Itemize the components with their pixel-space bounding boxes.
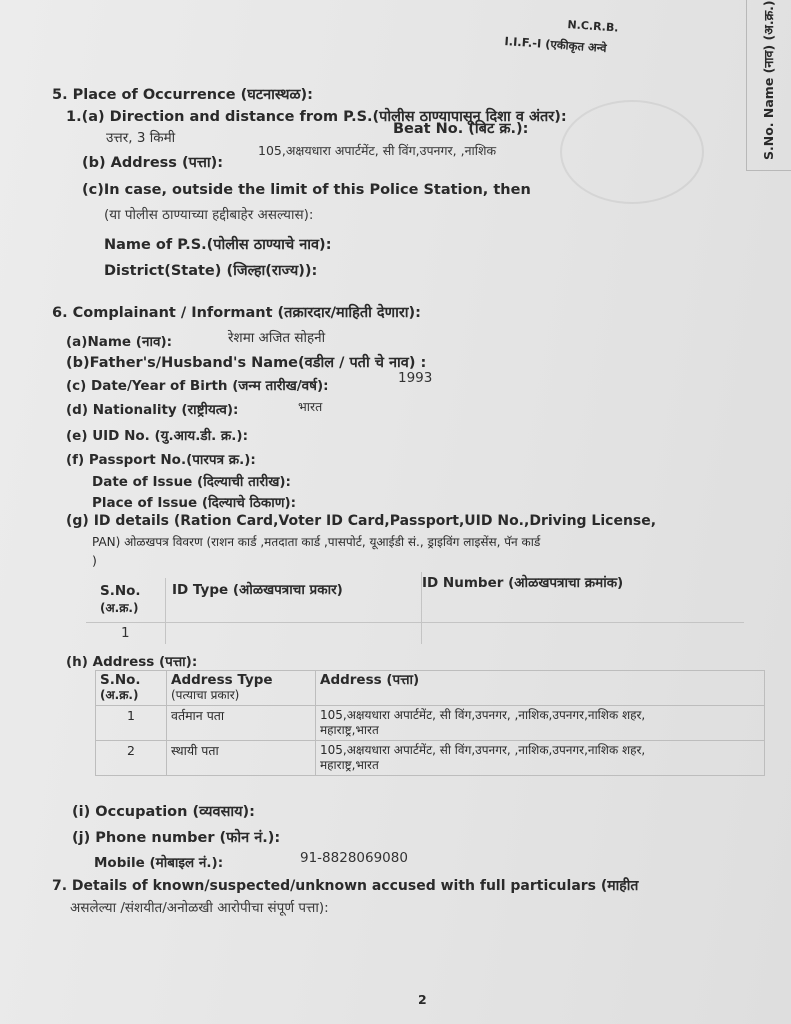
id-col-type: ID Type (ओळखपत्राचा प्रकार): [172, 582, 343, 598]
id-table-rule: [86, 622, 744, 623]
occupation-label: (i) Occupation (व्यवसाय):: [72, 804, 255, 820]
faded-stamp: [560, 100, 704, 204]
addr-row-sno: 1: [96, 706, 167, 741]
id-col-number: ID Number (ओळखपत्राचा क्रमांक): [422, 575, 624, 591]
dob-value: 1993: [398, 370, 433, 386]
side-strip-text: S.No. Name (नाव) (अ.क्र.): [761, 0, 776, 160]
father-name-label: (b)Father's/Husband's Name(वडील / पती चे नाव) :: [66, 355, 427, 371]
addr-row-sno: 2: [96, 741, 167, 776]
addr-col-sno-en: S.No.: [100, 672, 141, 688]
section-5-title: 5. Place of Occurrence (घटनास्थळ):: [52, 87, 313, 103]
addr-col-sno-mr: (अ.क्र.): [100, 688, 139, 702]
addr-row-address-line1: 105,अक्षयधारा अपार्टमेंट, सी विंग,उपनगर, ,नाशिक,उपनगर,नाशिक शहर,: [320, 708, 646, 722]
addr-col-sno: [96, 671, 167, 706]
name-label: (a)Name (नाव):: [66, 334, 173, 350]
addr-col-type: [167, 671, 316, 706]
ps-name-label: Name of P.S.(पोलीस ठाण्याचे नाव):: [104, 237, 332, 253]
district-label: District(State) (जिल्हा(राज्य)):: [104, 263, 318, 279]
address-h-label: (h) Address (पत्ता):: [66, 654, 198, 670]
addr-row-address: [316, 706, 765, 741]
address-table: [95, 670, 765, 776]
id-table-vrule-2: [421, 572, 422, 644]
id-details-label: (g) ID details (Ration Card,Voter ID Card,Passport,UID No.,Driving License,: [66, 513, 657, 529]
addr-row-address: [316, 741, 765, 776]
id-row-sno: 1: [121, 625, 130, 641]
id-details-label-2: PAN) ओळखपत्र विवरण (राशन कार्ड ,मतदाता कार्ड ,पासपोर्ट, यूआईडी सं., ड्राइविंग लाइसेंस, पॅन कार्ड: [92, 535, 541, 549]
page-number: 2: [418, 992, 427, 1007]
address-label: (b) Address (पत्ता):: [82, 155, 224, 171]
addr-row-type: स्थायी पता: [167, 741, 316, 776]
uid-label: (e) UID No. (यु.आय.डी. क्र.):: [66, 428, 248, 444]
addr-col-type-mr: (पत्याचा प्रकार): [171, 688, 240, 702]
phone-label: (j) Phone number (फोन नं.):: [72, 830, 281, 846]
id-table-vrule-1: [165, 578, 166, 644]
addr-row-address-line2: महाराष्ट्र,भारत: [320, 758, 379, 772]
mobile-value: 91-8828069080: [300, 850, 408, 866]
outside-limit-sub: (या पोलीस ठाण्याच्या हद्दीबाहेर असल्यास):: [104, 207, 314, 223]
addr-col-type-en: Address Type: [171, 672, 273, 688]
section-7-title: 7. Details of known/suspected/unknown accused with full particulars (माहीत: [52, 878, 639, 894]
section-6-title: 6. Complainant / Informant (तक्रारदार/माहिती देणारा):: [52, 305, 421, 321]
ncrb-label: N.C.R.B.: [567, 18, 619, 35]
nationality-value: भारत: [298, 399, 323, 414]
id-col-sno-mr: (अ.क्र.): [100, 601, 139, 615]
direction-label: 1.(a) Direction and distance from P.S.(पोलीस ठाण्यापासून दिशा व अंतर):: [66, 109, 567, 125]
nationality-label: (d) Nationality (राष्ट्रीयत्व):: [66, 402, 239, 418]
addr-col-address: Address (पत्ता): [316, 671, 765, 706]
dob-label: (c) Date/Year of Birth (जन्म तारीख/वर्ष):: [66, 378, 329, 394]
addr-row-type: वर्तमान पता: [167, 706, 316, 741]
mobile-label: Mobile (मोबाइल नं.):: [94, 855, 224, 871]
side-strip: [746, 0, 791, 171]
address-table-header: [96, 671, 765, 706]
name-value: रेशमा अजित सोहनी: [228, 330, 326, 346]
id-col-sno: [100, 583, 141, 617]
address-value: 105,अक्षयधारा अपार्टमेंट, सी विंग,उपनगर, ,नाशिक: [258, 143, 497, 158]
table-row: [96, 706, 765, 741]
id-details-label-3: ): [92, 553, 97, 568]
beat-label: Beat No. (बिट क्र.):: [393, 121, 529, 137]
id-col-sno-en: S.No.: [100, 583, 141, 599]
passport-label: (f) Passport No.(पारपत्र क्र.):: [66, 452, 256, 468]
direction-value: उत्तर, 3 किमी: [106, 130, 176, 146]
form-id: I.I.F.-I (एकीकृत अन्वे: [504, 34, 608, 56]
addr-row-address-line2: महाराष्ट्र,भारत: [320, 723, 379, 737]
section-7-title-2: असलेल्या /संशयीत/अनोळखी आरोपीचा संपूर्ण पत्ता):: [70, 900, 329, 916]
place-of-issue-label: Place of Issue (दिल्याचे ठिकाण):: [92, 495, 297, 511]
addr-row-address-line1: 105,अक्षयधारा अपार्टमेंट, सी विंग,उपनगर, ,नाशिक,उपनगर,नाशिक शहर,: [320, 743, 646, 757]
outside-limit-label: (c)In case, outside the limit of this Police Station, then: [82, 182, 531, 198]
table-row: [96, 741, 765, 776]
date-of-issue-label: Date of Issue (दिल्याची तारीख):: [92, 474, 291, 490]
